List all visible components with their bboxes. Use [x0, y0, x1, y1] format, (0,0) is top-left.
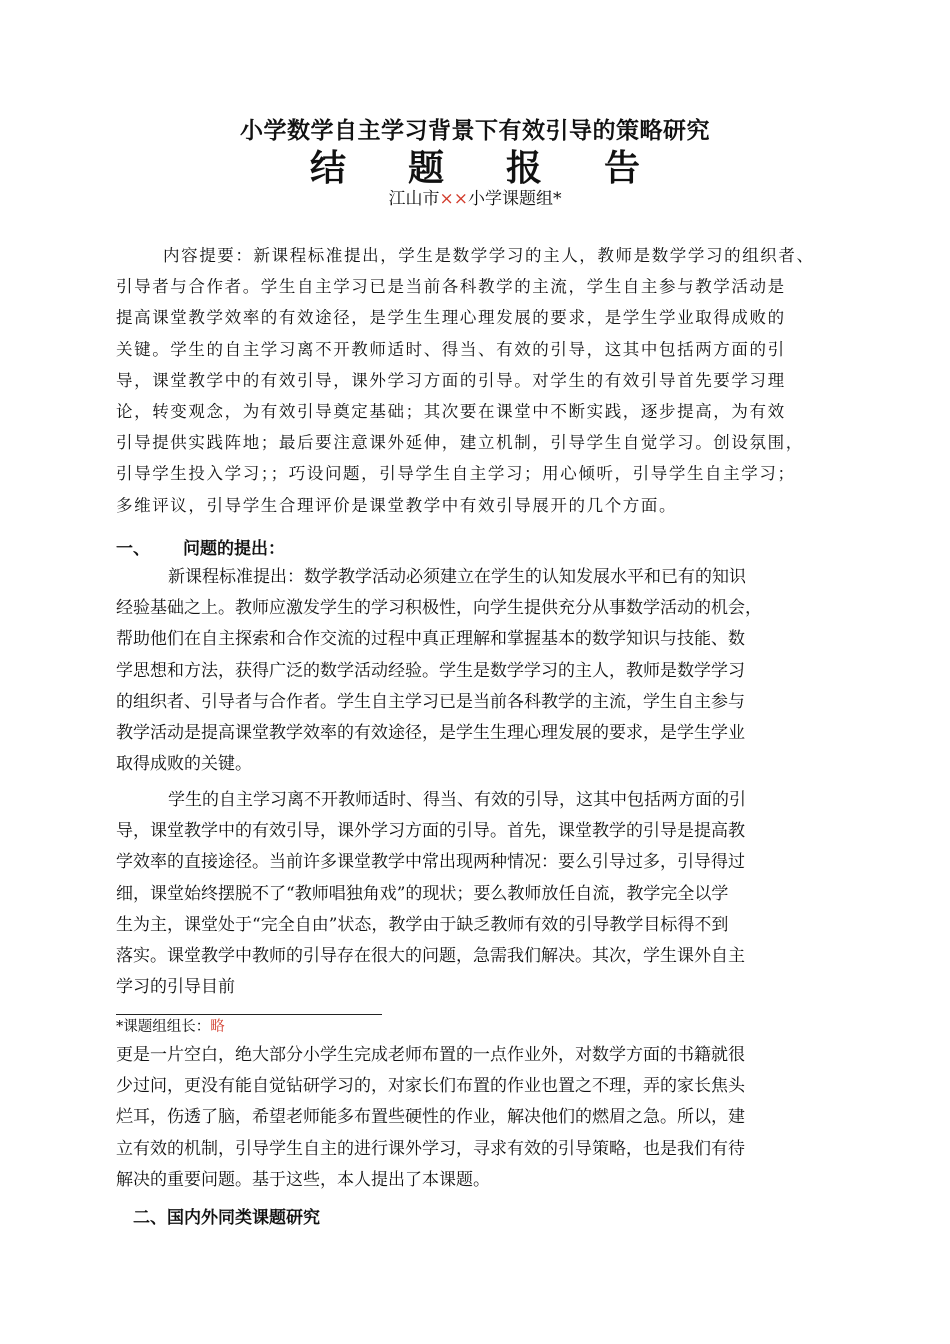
paragraph-2: [116, 785, 836, 1003]
abstract-line: 内容提要：新课程标准提出，学生是数学学习的主人，教师是数学学习的组织者、: [163, 246, 815, 265]
subtitle-char: 告: [604, 147, 641, 189]
paragraph-line: 新课程标准提出：数学教学活动必须建立在学生的认知发展水平和已有的知识: [168, 567, 746, 587]
footnote-label: *课题组组长：: [116, 1019, 211, 1035]
paragraph-line: 学生的自主学习离不开教师适时、得当、有效的引导，这其中包括两方面的引: [168, 790, 746, 810]
footnote-value: 略: [210, 1019, 225, 1035]
subtitle-char: 题: [407, 147, 444, 189]
document-title: 小学数学自主学习背景下有效引导的策略研究: [240, 117, 710, 144]
subtitle-char: 报: [506, 147, 543, 189]
paragraph-line: 更是一片空白，绝大部分小学生完成老师布置的一点作业外，对数学方面的书籍就很: [116, 1045, 745, 1065]
paragraph-line: 学习的引导目前: [116, 977, 235, 998]
paragraph-line: 取得成败的关键。: [116, 754, 252, 775]
author-prefix: 江山市: [388, 189, 440, 209]
footnote: [116, 1015, 225, 1036]
author-suffix: 小学课题组*: [468, 189, 562, 209]
paragraph-line: 导，课堂教学中的有效引导，课外学习方面的引导。首先，课堂教学的引导是提高教: [116, 821, 745, 842]
paragraph-line: 落实。课堂教学中教师的引导存在很大的问题，急需我们解决。其次，学生课外自主: [116, 945, 745, 966]
paragraph-line: 细，课堂始终摆脱不了“教师唱独角戏”的现状；要么教师放任自流，教学完全以学: [116, 883, 729, 904]
abstract-line: 引导提供实践阵地；最后要注意课外延伸，建立机制，引导学生自觉学习。创设氛围，: [116, 433, 804, 453]
paragraph-3: [116, 1040, 836, 1196]
paragraph-line: 烂耳，伤透了脑，希望老师能多布置些硬性的作业，解决他们的燃眉之急。所以，建: [116, 1107, 745, 1128]
abstract: [116, 240, 851, 521]
abstract-line: 提高课堂教学效率的有效途径，是学生生理心理发展的要求，是学生学业取得成败的: [116, 308, 786, 328]
subtitle-char: 结: [309, 147, 346, 189]
abstract-line: 多维评议，引导学生合理评价是课堂教学中有效引导展开的几个方面。: [116, 495, 678, 515]
abstract-line: 关键。学生的自主学习离不开教师适时、得当、有效的引导，这其中包括两方面的引: [116, 339, 786, 359]
paragraph-line: 学效率的直接途径。当前许多课堂教学中常出现两种情况：要么引导过多，引导得过: [116, 852, 745, 873]
abstract-line: 引导学生投入学习；；巧设问题，引导学生自主学习；用心倾听，引导学生自主学习；: [116, 464, 796, 484]
abstract-line: 导，课堂教学中的有效引导，课外学习方面的引导。对学生的有效引导首先要学习理: [116, 370, 786, 390]
author-mark: ××: [439, 189, 468, 209]
section-2-title: 二、国内外同类课题研究: [133, 1208, 320, 1228]
abstract-line: 引导者与合作者。学生自主学习已是当前各科教学的主流，学生自主参与教学活动是: [116, 277, 786, 297]
paragraph-line: 经验基础之上。教师应激发学生的学习积极性，向学生提供充分从事数学活动的机会，: [116, 598, 762, 619]
paragraph-line: 帮助他们在自主探索和合作交流的过程中真正理解和掌握基本的数学知识与技能、数: [116, 629, 745, 650]
section-1-title: 问题的提出：: [183, 539, 285, 559]
paragraph-line: 立有效的机制，引导学生自主的进行课外学习，寻求有效的引导策略，也是我们有待: [116, 1138, 745, 1159]
paragraph-line: 的组织者、引导者与合作者。学生自主学习已是当前各科教学的主流，学生自主参与: [116, 691, 745, 712]
paragraph-1: [116, 562, 836, 780]
paragraph-line: 学思想和方法，获得广泛的数学活动经验。学生是数学学习的主人，教师是数学学习: [116, 660, 745, 681]
paragraph-line: 生为主，课堂处于“完全自由”状态，教学由于缺乏教师有效的引导教学目标得不到: [116, 914, 729, 935]
author-line: [0, 184, 950, 209]
paragraph-line: 教学活动是提高课堂教学效率的有效途径，是学生生理心理发展的要求，是学生学业: [116, 722, 745, 743]
abstract-line: 论，转变观念，为有效引导奠定基础；其次要在课堂中不断实践，逐步提高，为有效: [116, 401, 786, 421]
paragraph-line: 解决的重要问题。基于这些，本人提出了本课题。: [116, 1169, 490, 1190]
section-1-number: 一、: [116, 539, 150, 559]
paragraph-line: 少过问，更没有能自觉钻研学习的，对家长们布置的作业也置之不理，弄的家长焦头: [116, 1076, 745, 1097]
